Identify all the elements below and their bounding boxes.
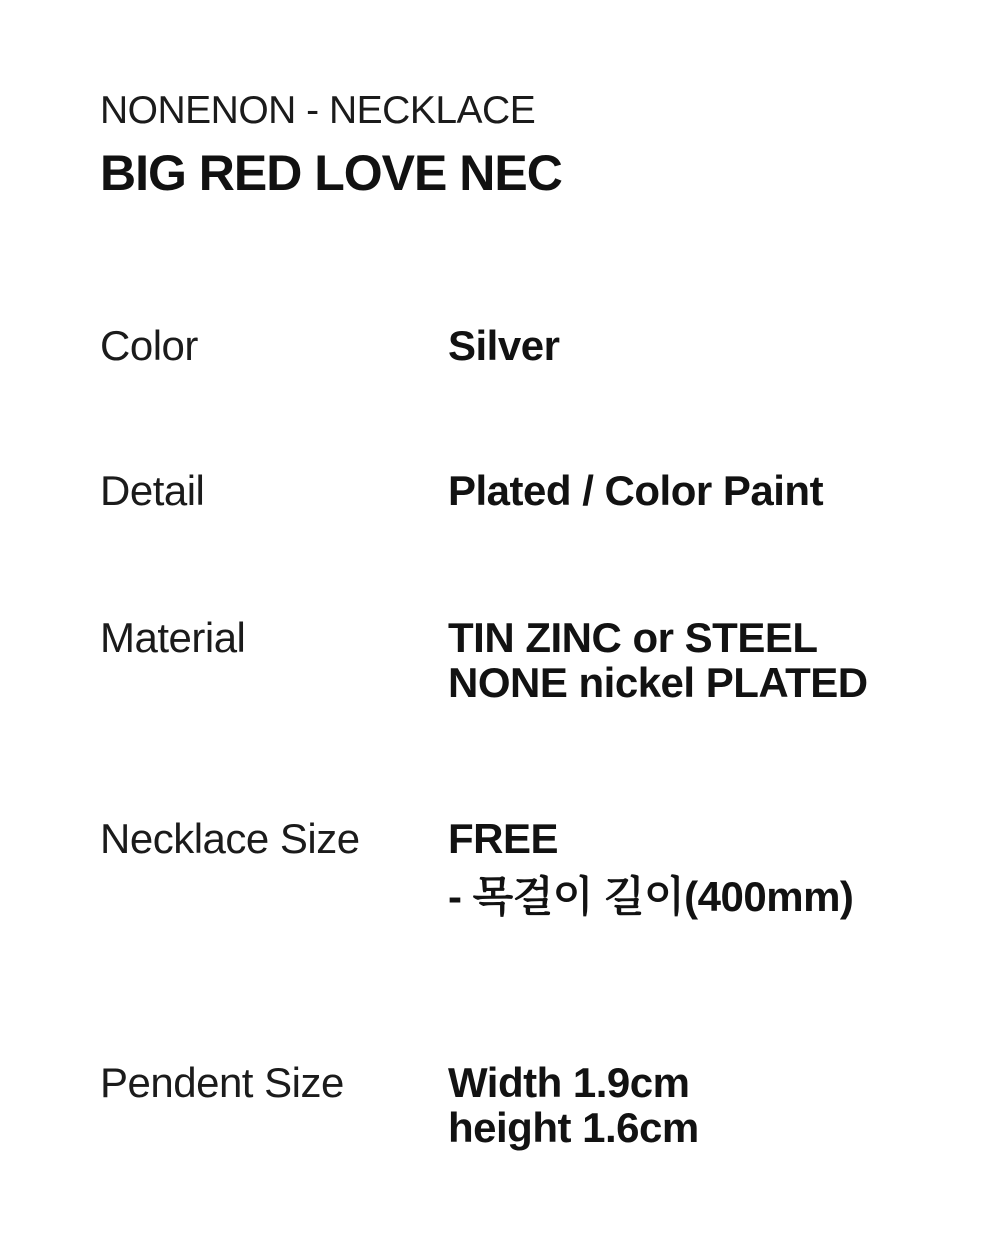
spec-value-line: - 목걸이 길이(400mm)	[448, 873, 854, 920]
spec-row-detail	[100, 468, 960, 513]
spec-row-material	[100, 615, 960, 705]
spec-label-pendent-size: Pendent Size	[100, 1059, 344, 1106]
spec-value-material	[448, 615, 960, 705]
spec-row-color	[100, 323, 960, 368]
spec-value-line: height 1.6cm	[448, 1104, 699, 1151]
spec-value-color	[448, 323, 960, 368]
spec-value-line: NONE nickel PLATED	[448, 659, 868, 706]
spec-label-material: Material	[100, 614, 246, 661]
spec-value-line: FREE	[448, 815, 559, 862]
spec-label-color: Color	[100, 322, 198, 369]
spec-value-line: Width 1.9cm	[448, 1059, 690, 1106]
spec-value-line: TIN ZINC or STEEL	[448, 614, 818, 661]
product-title: BIG RED LOVE NEC	[100, 145, 562, 201]
spec-value-line: Plated / Color Paint	[448, 467, 824, 514]
product-subtitle: NONENON - NECKLACE	[100, 89, 536, 132]
spec-label-detail: Detail	[100, 467, 205, 514]
spec-value-necklace-size	[448, 816, 960, 919]
spec-row-pendent-size	[100, 1060, 960, 1150]
spec-value-line: Silver	[448, 322, 560, 369]
spec-value-detail	[448, 468, 960, 513]
spec-value-pendent-size	[448, 1060, 960, 1150]
spec-label-necklace-size: Necklace Size	[100, 815, 360, 862]
spec-row-necklace-size	[100, 816, 960, 919]
